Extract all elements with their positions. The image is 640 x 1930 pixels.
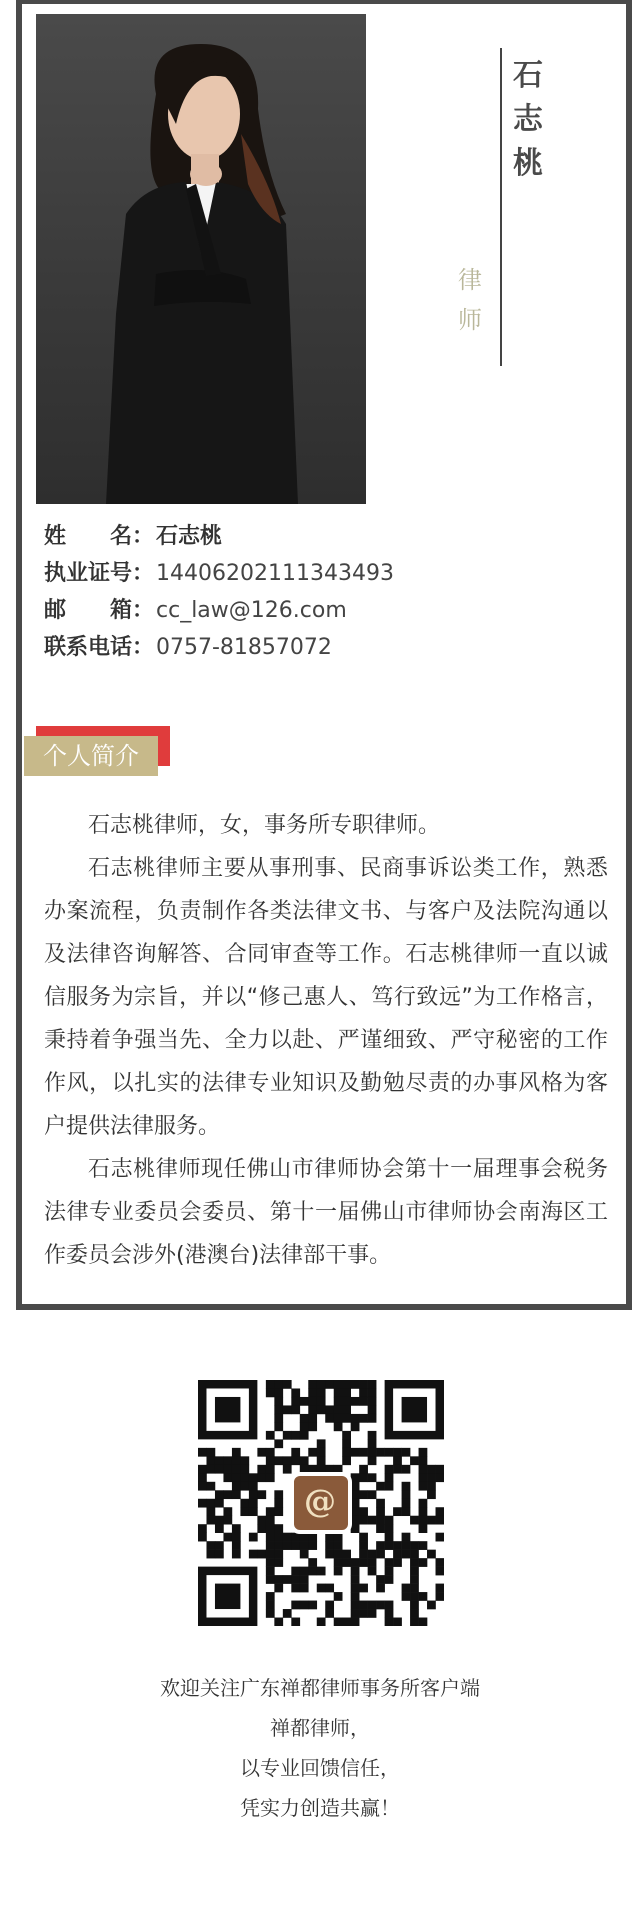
section-tag-label: 个人简介: [24, 736, 158, 776]
bio-paragraph: 石志桃律师，女，事务所专职律师。: [88, 813, 441, 838]
bio-paragraph: 石志桃律师现任佛山市律师协会第十一届理事会税务法律专业委员会委员、第十一届佛山市律师协会南海区工作委员会涉外(港澳台)法律部干事。: [44, 1157, 608, 1268]
title-divider: [500, 48, 502, 366]
info-row-email: [44, 592, 394, 629]
footer: [0, 1668, 640, 1828]
email-value[interactable]: cc_law@126.com: [156, 598, 347, 623]
info-row-license: [44, 555, 394, 592]
vertical-name-char: 石: [513, 58, 543, 93]
phone-label: 联系电话：: [44, 635, 155, 660]
footer-slogan-1: 禅都律师，: [270, 1716, 370, 1740]
contact-info: [44, 518, 394, 666]
info-row-name: [44, 518, 394, 555]
section-tag: [24, 726, 170, 780]
vertical-name-char: 桃: [513, 146, 543, 181]
info-row-phone: [44, 629, 394, 666]
vertical-name: [508, 54, 548, 186]
bio-paragraph: 石志桃律师主要从事刑事、民商事诉讼类工作，熟悉办案流程，负责制作各类法律文书、与客户及法院沟通以及法律咨询解答、合同审查等工作。石志桃律师一直以诚信服务为宗旨，并以“修己惠人、笃行致远”为工作格言，秉持着争强当先、全力以赴、严谨细致、严守秘密的工作作风，以扎实的法律专业知识及勤勉尽责的办事风格为客户提供法律服务。: [44, 856, 608, 1139]
vertical-name-char: 志: [513, 102, 543, 137]
vertical-title-char: 律: [458, 266, 482, 294]
vertical-title: [450, 260, 490, 340]
firm-logo-icon: @: [290, 1472, 352, 1534]
license-value: 14406202111343493: [156, 561, 394, 586]
phone-value[interactable]: 0757-81857072: [156, 635, 332, 660]
portrait-illustration: [36, 14, 366, 504]
lawyer-photo: [36, 14, 366, 504]
bio-text: [44, 804, 608, 1277]
license-label: 执业证号：: [44, 561, 155, 586]
qr-code[interactable]: [198, 1380, 444, 1626]
profile-card: [16, 0, 632, 1310]
footer-slogan-3: 凭实力创造共赢！: [240, 1796, 400, 1820]
name-label: 姓 名：: [44, 524, 155, 549]
email-label: 邮 箱：: [44, 598, 155, 623]
footer-follow-text: 欢迎关注广东禅都律师事务所客户端: [160, 1676, 480, 1700]
vertical-title-char: 师: [458, 306, 482, 334]
name-value: 石志桃: [156, 524, 223, 549]
footer-slogan-2: 以专业回馈信任，: [240, 1756, 400, 1780]
